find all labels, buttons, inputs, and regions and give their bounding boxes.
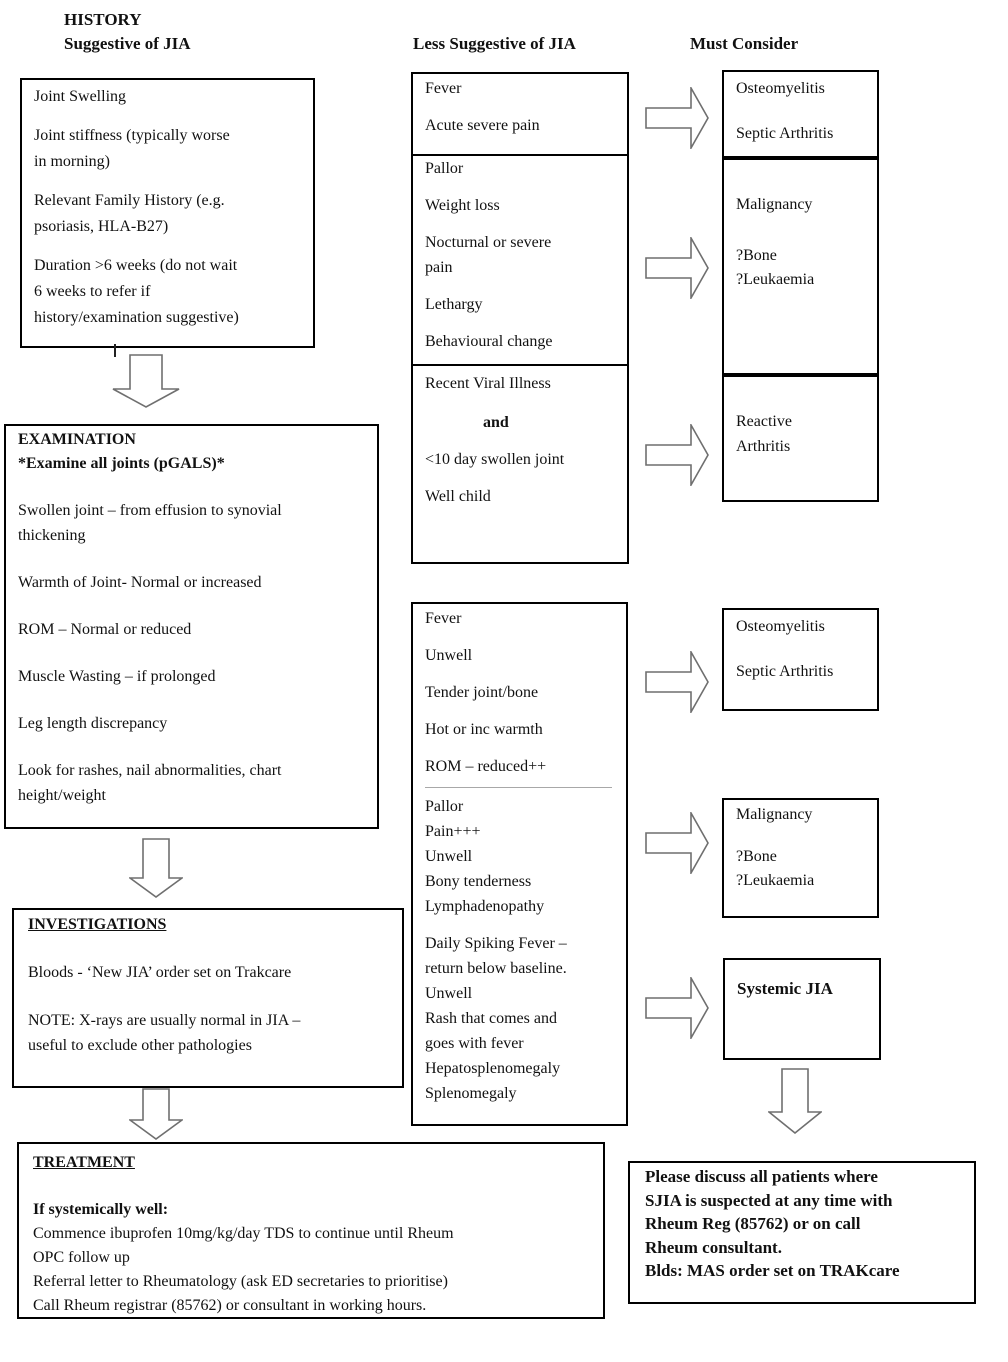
spacer: [425, 919, 616, 931]
note-line: Blds: MAS order set on TRAKcare: [645, 1261, 900, 1280]
symptom: Pallor: [425, 160, 464, 177]
symptom: Weight loss: [425, 197, 500, 214]
symptom: Rash that comes and goes with fever: [425, 1010, 557, 1052]
diagnosis: Malignancy: [736, 806, 813, 823]
symptom: Unwell: [425, 647, 473, 664]
diagnosis: Reactive Arthritis: [736, 413, 792, 455]
systemic-signs-group: [425, 931, 616, 1106]
must-consider-box-osteomyelitis-1: [722, 70, 879, 158]
symptom: Fever: [425, 80, 462, 97]
history-item: Duration >6 weeks (do not wait 6 weeks to refer if history/examination suggestive): [34, 257, 239, 326]
treatment-line: Commence ibuprofen 10mg/kg/day TDS to continue until Rheum: [33, 1225, 454, 1242]
flow-arrow-down-icon: [768, 1068, 822, 1134]
section-infection: [413, 74, 627, 156]
examination-item: ROM – Normal or reduced: [18, 621, 192, 638]
diagnosis: Osteomyelitis: [736, 618, 825, 635]
diagnosis: Septic Arthritis: [736, 663, 834, 680]
symptom: Hepatosplenomegaly: [425, 1060, 561, 1077]
septic-signs-group: [425, 606, 616, 779]
examination-item: Look for rashes, nail abnormalities, chart height/weight: [18, 762, 282, 804]
note-line: SJIA is suspected at any time with: [645, 1190, 893, 1210]
examination-item: Muscle Wasting – if prolonged: [18, 668, 216, 685]
sjia-discussion-note-box: [628, 1161, 976, 1304]
flow-arrow-right-icon: [645, 424, 709, 486]
note-line: Rheum Reg (85762) or on call: [645, 1214, 861, 1233]
less-suggestive-bottom-box: [411, 602, 628, 1126]
symptom: Tender joint/bone: [425, 684, 539, 701]
symptom: Lethargy: [425, 296, 483, 313]
history-item: Joint Swelling: [34, 88, 127, 105]
symptom: Acute severe pain: [425, 117, 540, 134]
flow-arrow-right-icon: [645, 237, 709, 299]
symptom: Behavioural change: [425, 333, 553, 350]
history-item: Relevant Family History (e.g. psoriasis, HLA-B27): [34, 192, 225, 235]
column-header-history: HISTORY Suggestive of JIA: [64, 10, 191, 53]
must-consider-box-osteomyelitis-2: [722, 608, 879, 711]
treatment-title: TREATMENT: [33, 1154, 135, 1171]
examination-title: EXAMINATION *Examine all joints (pGALS)*: [18, 431, 225, 472]
malignancy-signs-group: [425, 794, 616, 919]
must-consider-box-malignancy-1: [722, 158, 879, 375]
symptom: Bony tenderness: [425, 873, 532, 890]
examination-item: Warmth of Joint- Normal or increased: [18, 574, 262, 591]
symptom: Hot or inc warmth: [425, 721, 543, 738]
investigations-title: INVESTIGATIONS: [28, 916, 167, 933]
symptom: <10 day swollen joint: [425, 451, 565, 468]
must-consider-box-systemic-jia: [723, 958, 881, 1060]
symptom: Recent Viral Illness: [425, 375, 551, 392]
must-consider-box-malignancy-2: [722, 798, 879, 918]
section-malignancy: [413, 156, 627, 366]
symptom: Nocturnal or severe pain: [425, 234, 552, 276]
flow-arrow-right-icon: [645, 812, 709, 874]
diagnosis: Systemic JIA: [737, 979, 833, 998]
symptom: Pallor: [425, 798, 464, 815]
less-suggestive-top-box: [411, 72, 629, 564]
examination-item: Leg length discrepancy: [18, 715, 168, 732]
note-line: Please discuss all patients where: [645, 1167, 878, 1186]
diagnosis: Malignancy: [736, 196, 813, 213]
symptom: Pain+++: [425, 823, 481, 840]
must-consider-box-reactive-arthritis: [722, 375, 879, 502]
symptom: Splenomegaly: [425, 1085, 517, 1102]
treatment-line: Referral letter to Rheumatology (ask ED secretaries to prioritise): [33, 1273, 448, 1290]
diagnosis: ?Bone ?Leukaemia: [736, 848, 815, 889]
treatment-line: OPC follow up: [33, 1249, 130, 1266]
history-box: [20, 78, 315, 348]
symptom: Daily Spiking Fever – return below baseline.: [425, 935, 567, 977]
diagnosis: ?Bone ?Leukaemia: [736, 247, 815, 288]
conjunction-and: and: [483, 414, 509, 431]
section-divider: [425, 787, 612, 788]
symptom: Unwell: [425, 985, 473, 1002]
column-header-less-suggestive: Less Suggestive of JIA: [413, 34, 576, 53]
diagnosis: Osteomyelitis: [736, 80, 825, 97]
investigations-box: [12, 908, 404, 1088]
investigations-item: Bloods - ‘New JIA’ order set on Trakcare: [28, 964, 292, 981]
symptom: Lymphadenopathy: [425, 898, 545, 915]
flow-arrow-down-icon: [129, 838, 183, 898]
symptom: ROM – reduced++: [425, 758, 547, 775]
flow-arrow-down-icon: [129, 1088, 183, 1140]
flow-arrow-right-icon: [645, 977, 709, 1039]
column-header-must-consider: Must Consider: [690, 34, 799, 53]
examination-box: [4, 424, 379, 829]
investigations-item: NOTE: X-rays are usually normal in JIA – useful to exclude other pathologies: [28, 1012, 301, 1054]
flow-arrow-right-icon: [645, 87, 709, 149]
flow-arrow-right-icon: [645, 651, 709, 713]
note-line: Rheum consultant.: [645, 1237, 782, 1257]
symptom: Well child: [425, 488, 491, 505]
treatment-line: Call Rheum registrar (85762) or consultant in working hours.: [33, 1297, 427, 1314]
diagnosis: Septic Arthritis: [736, 125, 834, 142]
examination-item: Swollen joint – from effusion to synovial thickening: [18, 502, 282, 544]
treatment-subtitle: If systemically well:: [33, 1201, 169, 1218]
section-reactive: [413, 366, 627, 562]
symptom: Unwell: [425, 848, 473, 865]
treatment-box: [17, 1142, 605, 1319]
history-item: Joint stiffness (typically worse in morning): [34, 127, 230, 170]
flow-arrow-down-icon: [112, 354, 180, 408]
symptom: Fever: [425, 610, 462, 627]
